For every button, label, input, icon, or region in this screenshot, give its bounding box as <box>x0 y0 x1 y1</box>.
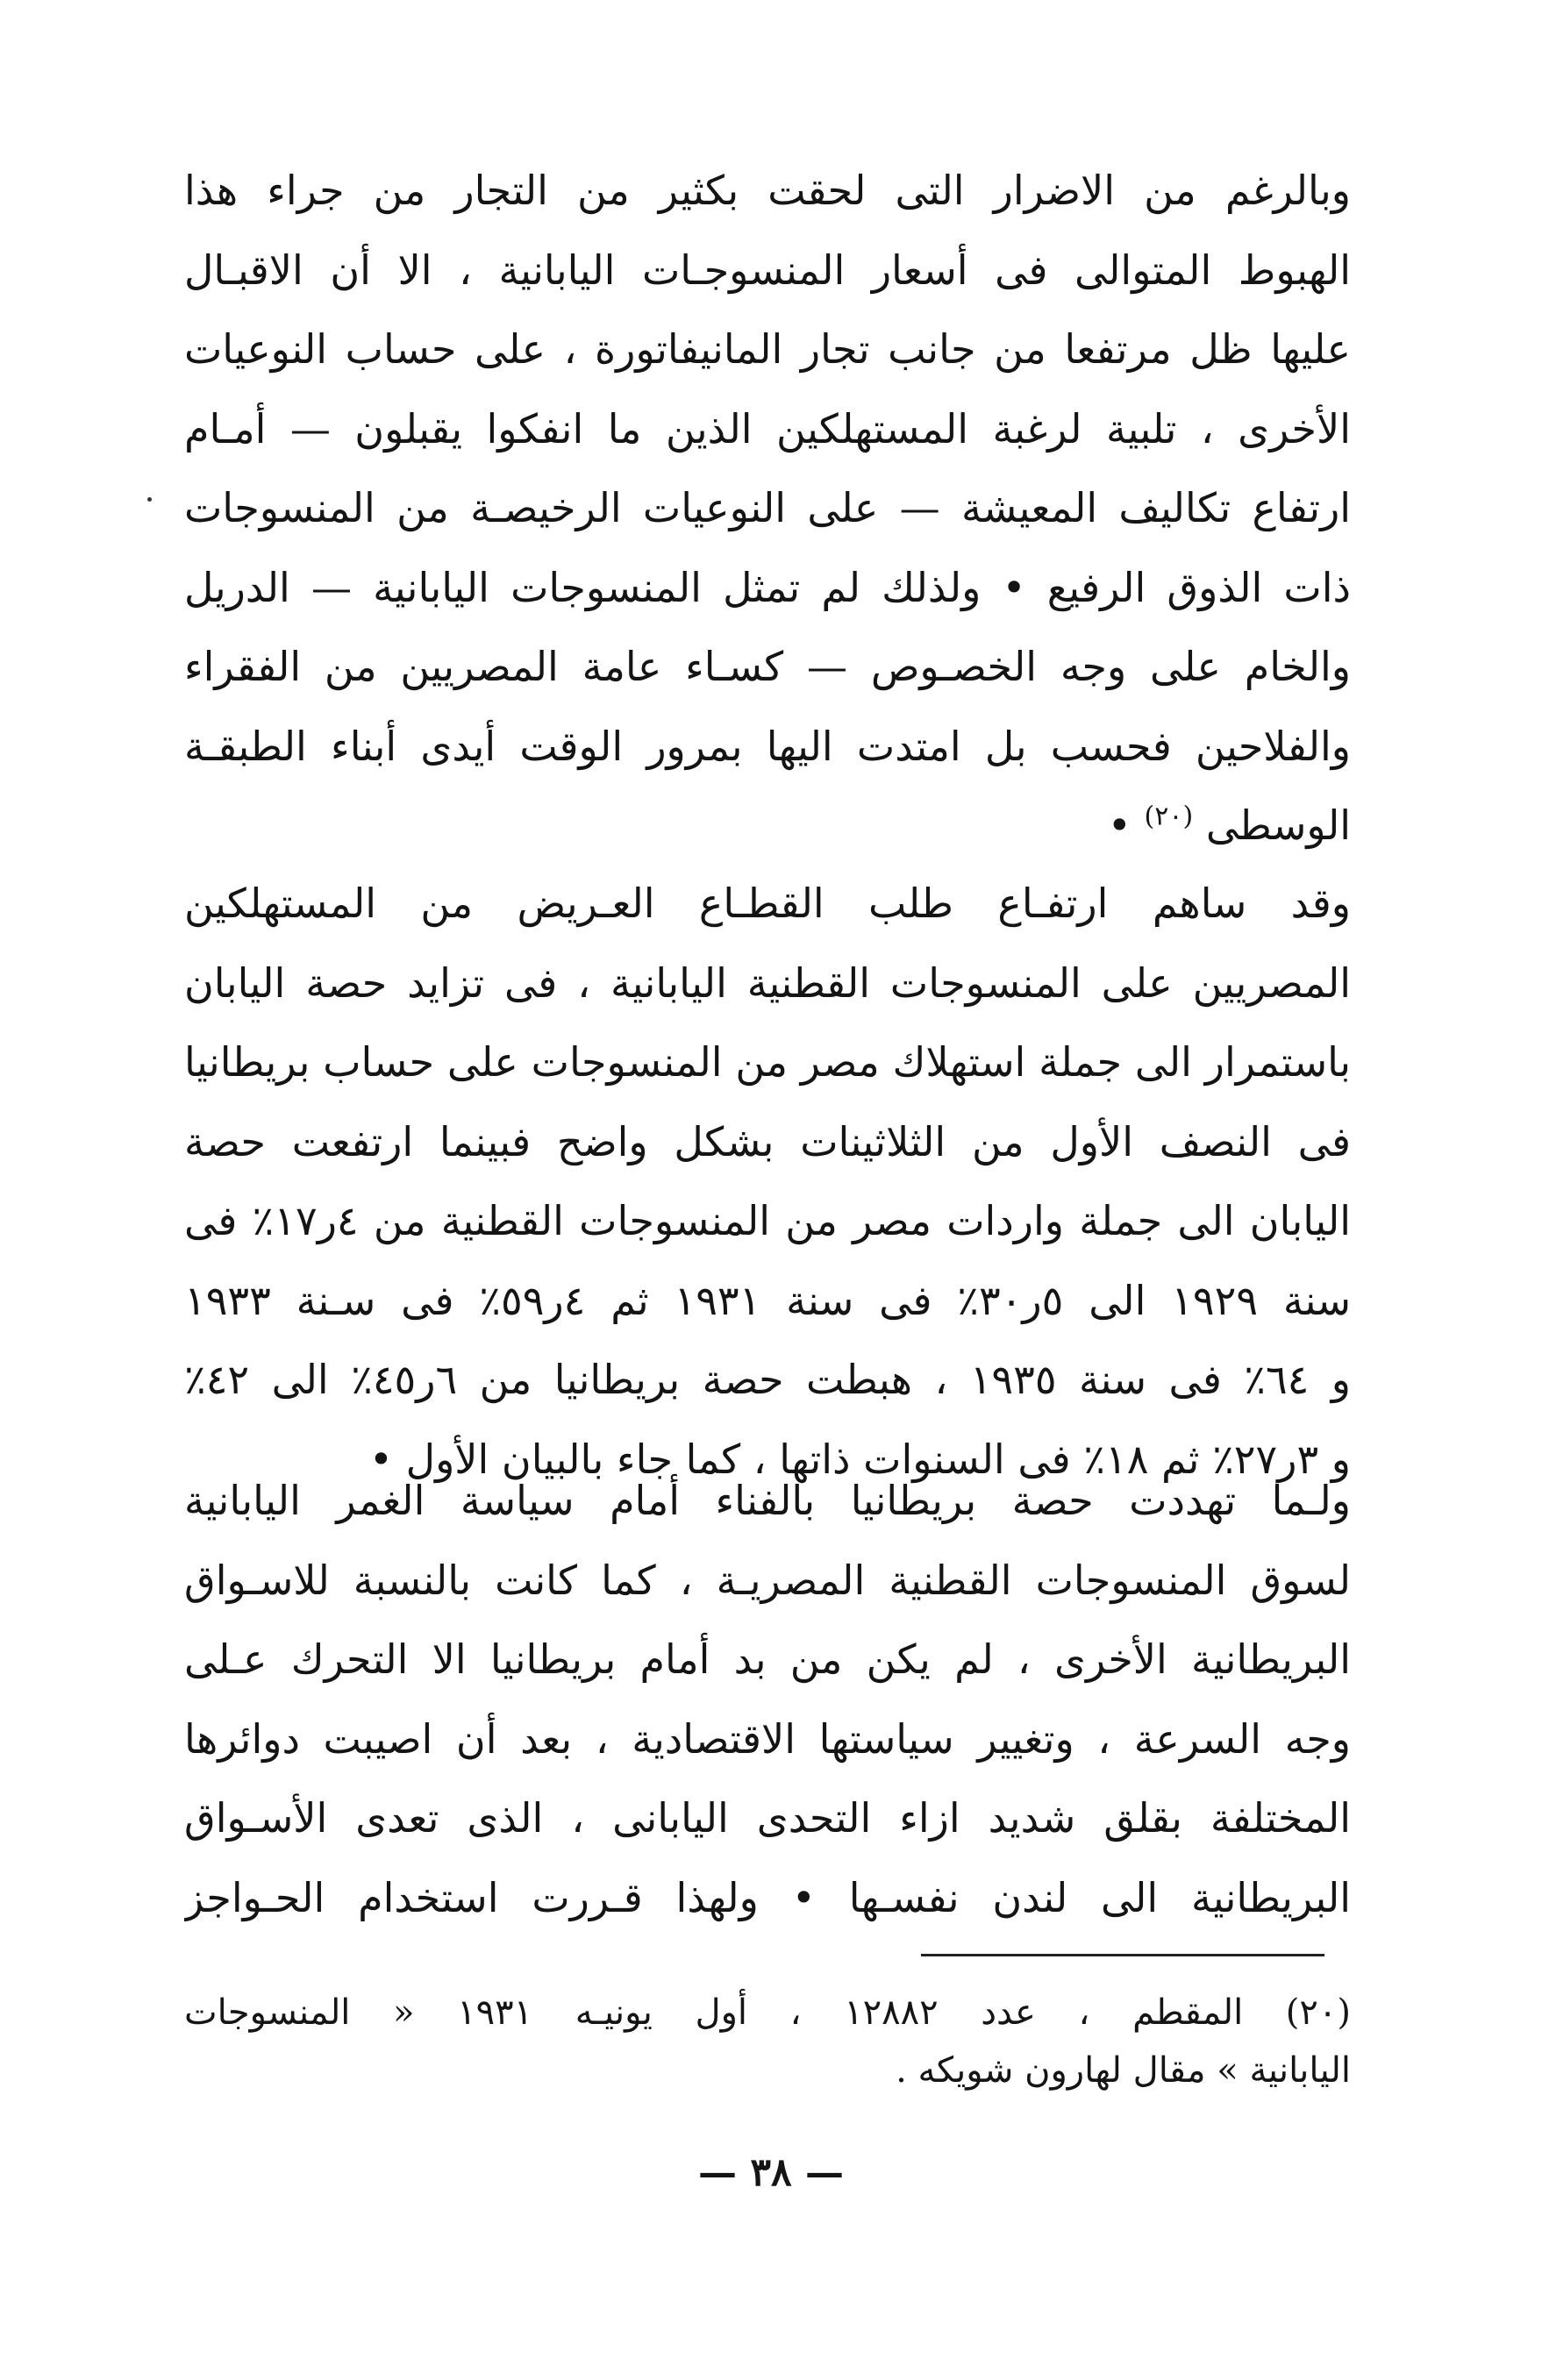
paragraph-line: سنة ١٩٢٩ الى ٥ر٣٠٪ فى سنة ١٩٣١ ثم ٤ر٥٩٪ فى سـنة ١٩٣٣ <box>184 1276 1351 1324</box>
paragraph-line: ذات الذوق الرفيع • ولذلك لم تمثل المنسوجات اليابانية — الدريل <box>184 563 1351 611</box>
paragraph-line: وجه السرعة ، وتغيير سياستها الاقتصادية ، بعد أن اصيبت دوائرها <box>184 1714 1351 1763</box>
footnote-divider <box>921 1954 1324 1956</box>
paragraph-line: و ٦٤٪ فى سنة ١٩٣٥ ، هبطت حصة بريطانيا من ٦ر٤٥٪ الى ٤٢٪ <box>184 1356 1351 1403</box>
paragraph-line: المصريين على المنسوجات القطنية اليابانية ، فى تزايد حصة اليابان <box>184 958 1351 1007</box>
page-number: — ٣٨ — <box>698 2150 844 2195</box>
paragraph-line: ولـما تهددت حصة بريطانيا بالفناء أمام سياسة الغمر اليابانية <box>184 1477 1351 1524</box>
paragraph-line: لسوق المنسوجات القطنية المصريـة ، كما كانت بالنسبة للاسـواق <box>184 1556 1351 1604</box>
paragraph-3 <box>184 1461 1351 1937</box>
footnote <box>184 1984 1351 2099</box>
paragraph-line: الهبوط المتوالى فى أسعار المنسوجـات اليابانية ، الا أن الاقبـال <box>184 246 1351 294</box>
paragraph-line-text: الوسطى <box>1205 802 1351 849</box>
paragraph-line: البريطانية الأخرى ، لم يكن من بد أمام بريطانيا الا التحرك عـلى <box>184 1635 1351 1683</box>
paragraph-line: المختلفة بقلق شديد ازاء التحدى اليابانى ، الذى تعدى الأسـواق <box>184 1794 1351 1842</box>
paragraph-last-line <box>184 786 1351 866</box>
paragraph-line: وبالرغم من الاضرار التى لحقت بكثير من التجار من جراء هذا <box>184 167 1351 214</box>
paragraph-line: ارتفاع تكاليف المعيشة — على النوعيات الرخيصـة من المنسوجات <box>184 484 1351 531</box>
paragraph-line: الأخرى ، تلبية لرغبة المستهلكين الذين ما انفكوا يقبلون — أمـام <box>184 404 1351 452</box>
scan-speck <box>147 497 152 502</box>
sentence-end-dot: • <box>1107 802 1132 849</box>
footnote-line: (٢٠) المقطم ، عدد ١٢٨٨٢ ، أول يونيـه ١٩٣١ « المنسوجات <box>184 1992 1351 2033</box>
paragraph-line: فى النصف الأول من الثلاثينات بشكل واضح فبينما ارتفعت حصة <box>184 1117 1351 1165</box>
paragraph-line: اليابان الى جملة واردات مصر من المنسوجات القطنية من ٤ر١٧٪ فى <box>184 1197 1351 1244</box>
paragraph-line: البريطانية الى لندن نفسـها • ولهذا قـررت استخدام الحـواجز <box>184 1873 1351 1921</box>
paragraph-line: باستمرار الى جملة استهلاك مصر من المنسوجات على حساب بريطانيا <box>184 1038 1351 1086</box>
paragraph-2 <box>184 864 1351 1499</box>
paragraph-line: والخام على وجه الخصـوص — كسـاء عامة المصريين من الفقراء <box>184 643 1351 690</box>
paragraph-line: والفلاحين فحسب بل امتدت اليها بمرور الوقت أيدى أبناء الطبقـة <box>184 722 1351 770</box>
paragraph-1 <box>184 151 1351 866</box>
footnote-line: اليابانية » مقال لهارون شويكه . <box>896 2050 1351 2091</box>
footnote-reference: (٢٠) <box>1144 801 1194 832</box>
paragraph-line: وقد ساهم ارتفـاع طلب القطـاع العـريض من المستهلكين <box>184 880 1351 927</box>
paragraph-line: عليها ظل مرتفعا من جانب تجار المانيفاتورة ، على حساب النوعيات <box>184 325 1351 373</box>
paragraph-last-line: و ٣ر٢٧٪ ثم ١٨٪ فى السنوات ذاتها ، كما جاء بالبيان الأول • <box>368 1435 1351 1483</box>
